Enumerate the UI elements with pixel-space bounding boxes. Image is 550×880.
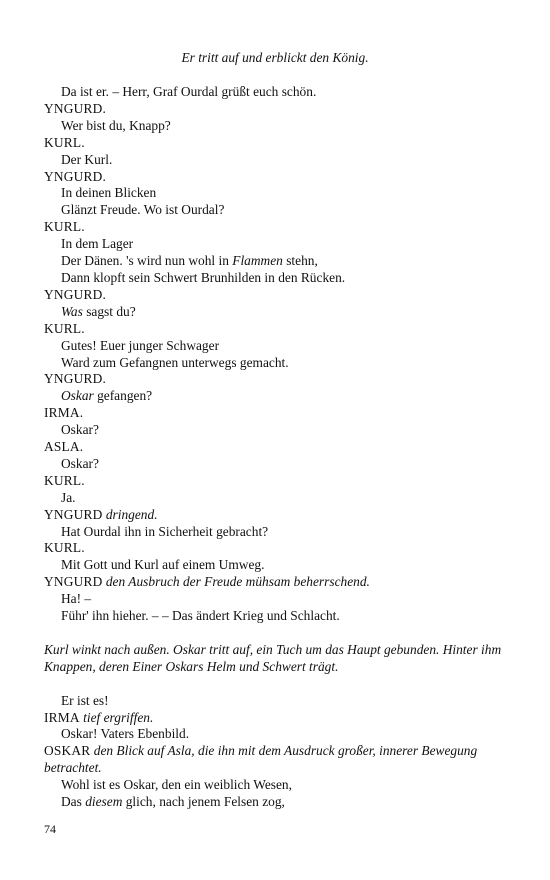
verse-line xyxy=(44,388,514,405)
spacer xyxy=(44,676,514,693)
verse-line: Ward zum Gefangnen unterwegs gemacht. xyxy=(61,354,289,370)
verse-line: In dem Lager xyxy=(61,236,134,252)
speaker-name: KURL. xyxy=(44,540,85,556)
speaker-line xyxy=(44,321,514,338)
play-text xyxy=(44,84,514,811)
verse-line: Er ist es! xyxy=(61,692,109,708)
speaker-name: YNGURD xyxy=(44,574,103,590)
speaker-name: YNGURD. xyxy=(44,286,107,302)
verse-line: Gutes! Euer junger Schwager xyxy=(61,337,220,353)
emphasis: Oskar xyxy=(61,388,94,404)
stage-direction: den Ausbruch der Freude mühsam beherrschend. xyxy=(105,574,370,590)
verse-line: Glänzt Freude. Wo ist Ourdal? xyxy=(61,202,225,218)
verse-line: Ha! – xyxy=(61,591,92,607)
speaker-name: OSKAR xyxy=(44,743,91,759)
verse-line: Wer bist du, Knapp? xyxy=(61,117,171,133)
emphasis: Was xyxy=(61,303,83,319)
stage-direction: dringend. xyxy=(105,506,158,522)
verse-line: Ja. xyxy=(61,489,76,505)
verse-line: Da ist er. – Herr, Graf Ourdal grüßt euch schön. xyxy=(61,84,317,99)
speaker-name: IRMA xyxy=(44,709,80,725)
verse-line: Der Kurl. xyxy=(61,151,113,167)
speaker-line xyxy=(44,574,514,591)
speaker-line xyxy=(44,135,514,152)
verse-line xyxy=(44,304,514,321)
verse-text: Das xyxy=(61,794,86,810)
verse-line: Oskar? xyxy=(61,422,99,438)
verse-line: Hat Ourdal ihn in Sicherheit gebracht? xyxy=(61,523,269,539)
verse-line: In deinen Blicken xyxy=(61,185,157,201)
verse-text: gefangen? xyxy=(93,388,153,404)
speaker-name: YNGURD xyxy=(44,506,103,522)
speaker-line xyxy=(44,219,514,236)
speaker-line xyxy=(44,710,514,727)
speaker-line xyxy=(44,101,514,118)
stage-direction: den Blick auf Asla, die ihn mit dem Ausdruck großer, innerer Bewegung betrachtet. xyxy=(44,743,478,776)
speaker-line xyxy=(44,287,514,304)
speaker-line xyxy=(44,743,514,777)
verse-text: sagst du? xyxy=(82,303,136,319)
speaker-name: KURL. xyxy=(44,320,85,336)
stage-direction-paragraph: Kurl winkt nach außen. Oskar tritt auf, ein Tuch um das Haupt gebunden. Hinter ihm Knappen, deren Einer Oskars Helm und Schwert trägt. xyxy=(44,641,502,674)
page-number: 74 xyxy=(44,822,56,836)
speaker-name: KURL. xyxy=(44,219,85,235)
verse-line: Führ' ihn hieher. – – Das ändert Krieg und Schlacht. xyxy=(61,608,340,624)
stage-direction-top: Er tritt auf und erblickt den König. xyxy=(181,50,369,65)
speaker-name: IRMA. xyxy=(44,405,84,421)
emphasis: Flammen xyxy=(232,253,283,269)
speaker-name: KURL. xyxy=(44,472,85,488)
speaker-name: YNGURD. xyxy=(44,168,107,184)
verse-text: glich, nach jenem Felsen zog, xyxy=(122,794,285,810)
stage-direction: tief ergriffen. xyxy=(83,709,154,725)
verse-line xyxy=(44,253,514,270)
verse-line xyxy=(44,794,514,811)
verse-line: Oskar? xyxy=(61,455,99,471)
speaker-line xyxy=(44,507,514,524)
speaker-line xyxy=(44,371,514,388)
verse-line: Dann klopft sein Schwert Brunhilden in den Rücken. xyxy=(61,269,346,285)
speaker-name: YNGURD. xyxy=(44,100,107,116)
verse-text: stehn, xyxy=(282,253,318,269)
speaker-line xyxy=(44,439,514,456)
speaker-line xyxy=(44,169,514,186)
speaker-line xyxy=(44,473,514,490)
emphasis: diesem xyxy=(85,794,123,810)
verse-line: Oskar! Vaters Ebenbild. xyxy=(61,726,190,742)
speaker-line xyxy=(44,405,514,422)
verse-line: Wohl ist es Oskar, den ein weiblich Wesen, xyxy=(61,777,292,793)
speaker-name: KURL. xyxy=(44,134,85,150)
speaker-line xyxy=(44,540,514,557)
speaker-name: YNGURD. xyxy=(44,371,107,387)
speaker-name: ASLA. xyxy=(44,439,84,455)
spacer xyxy=(44,625,514,642)
verse-line: Mit Gott und Kurl auf einem Umweg. xyxy=(61,557,265,573)
verse-text: Der Dänen. 's wird nun wohl in xyxy=(61,253,233,269)
